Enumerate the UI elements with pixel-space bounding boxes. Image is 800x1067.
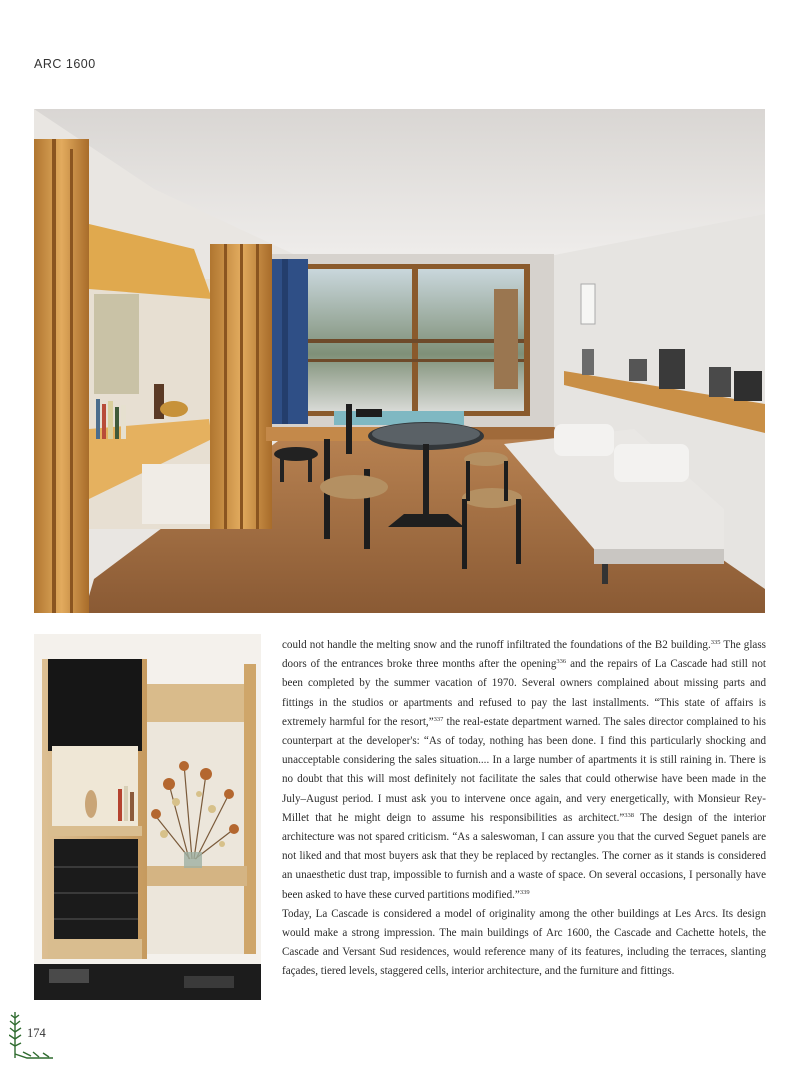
footnote-ref: 337 [433,715,444,723]
footnote-ref: 339 [519,888,530,896]
main-photo [34,109,765,613]
running-head: ARC 1600 [34,57,96,71]
footnote-ref: 335 [710,639,721,646]
footnote-ref: 336 [556,658,567,666]
page-number: 174 [27,1026,46,1040]
small-photo [34,634,261,1000]
footnote-ref: 338 [624,811,635,819]
article-body [282,636,766,982]
paragraph-2: Today, La Cascade is considered a model of originality among the other buildings at Les Arcs. Its design would make a strong impression. The main buildings of Arc 1600, the Cascade and Cachette hotels, the Cascade and Versant Sud residences, would reference many of its features, including the terraces, slanting façades, tiered levels, staggered cells, interior architecture, and the furniture and fittings. [282,907,766,978]
paragraph-1: could not handle the melting snow and the runoff infiltrated the foundations of the B2 building.$^{335}$ The glass doors of the entrances broke three months after the opening$^{336}$ and the repairs of La Cascade had still not been completed by the summer vacation of 1970. Several owners complained about missing parts and fittings in the studios or apartments and refused to pay the last installments. “This state of affairs is extremely harmful for the resort,”$^{337}$ the real-estate department warned. The sales director complained to his counterpart at the developer's: “As of today, nothing has been done. I find this particularly shocking and unacceptable considering the sales situation.... In a large number of apartments it is still raining in. There is no doubt that this will most definitely not facilitate the sales that could otherwise have been made in the July–August period. I must ask you to intervene once again, and very energetically, with Monsieur Rey-Millet that he might deign to assume his responsibilities as architect.”$^{338}$ The design of the interior architecture was not spared criticism. “As a saleswoman, I can assure you that the curved Seguet panels are not liked and that most buyers ask that they be replaced by rectangles. The corner as it stands is considered an unaesthetic dust trap, impossible to furnish and a waste of space. On several occasions, I personally have been asked to have these curved partitions modified.”$^{339}$ [282,639,767,901]
